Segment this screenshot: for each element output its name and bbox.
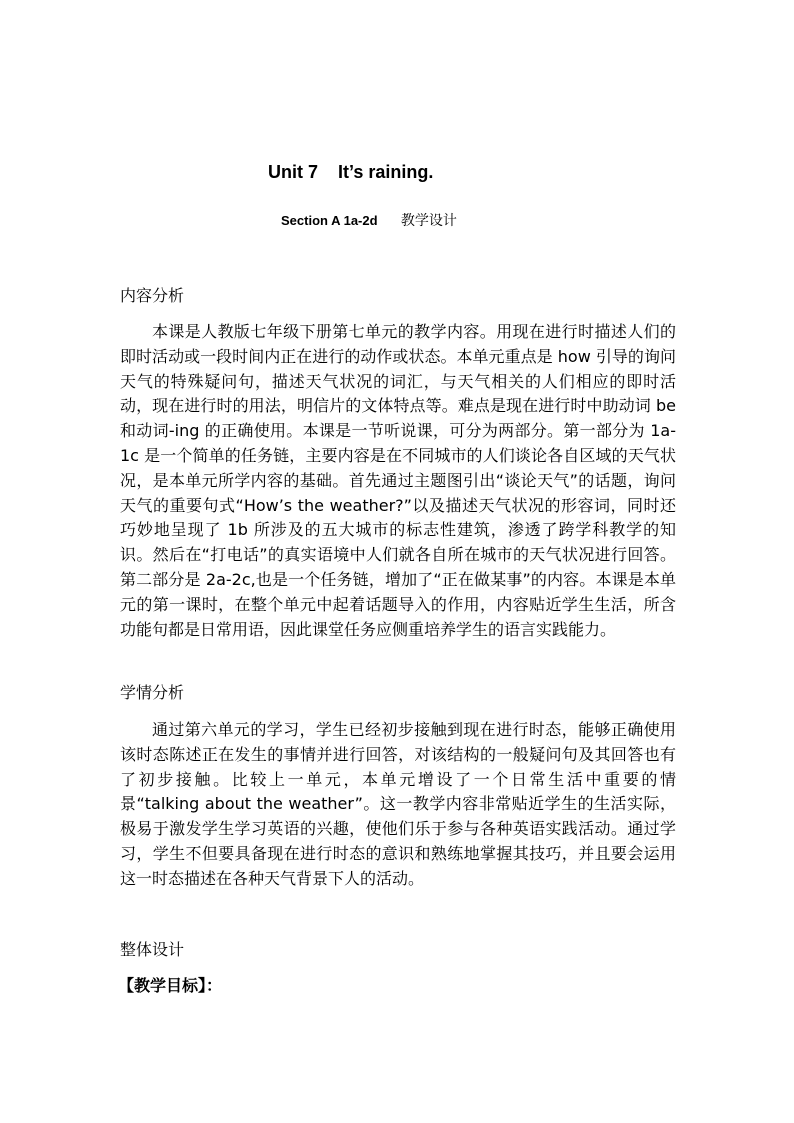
- learner-analysis-paragraph: 通过第六单元的学习，学生已经初步接触到现在进行时态，能够正确使用该时态陈述正在发生的事情并进行回答，对该结构的一般疑问句及其回答也有了初步接触。比较上一单元，本单元增设了一个日常生活中重要的情景“talking about the weather”。这一教学内容非常贴近学生的生活实际，极易于激发学生学习英语的兴趣，使他们乐于参与各种英语实践活动。通过学习，学生不但要具备现在进行时态的意识和熟练地掌握其技巧，并且要会运用这一时态描述在各种天气背景下人的活动。: [120, 720, 676, 888]
- overall-design-heading: 整体设计: [120, 942, 185, 959]
- learner-analysis-heading: 学情分析: [120, 685, 185, 702]
- document-subtitle: [281, 209, 457, 232]
- content-analysis-heading: 内容分析: [120, 288, 185, 305]
- teaching-design-label: 教学设计: [400, 212, 457, 228]
- document-title: Unit 7 It’s raining.: [268, 162, 434, 182]
- section-label: Section A 1a-2d: [281, 213, 378, 228]
- content-analysis-paragraph: 本课是人教版七年级下册第七单元的教学内容。用现在进行时描述人们的即时活动或一段时间内正在进行的动作或状态。本单元重点是 how 引导的询问天气的特殊疑问句，描述天气状况的词汇，与天气相关的人们相应的即时活动，现在进行时的用法，明信片的文体特点等。难点是现在进行时中助动词 be 和动词-ing 的正确使用。本课是一节听说课，可分为两部分。第一部分为 1a-1c 是一个简单的任务链，主要内容是在不同城市的人们谈论各自区域的天气状况，是本单元所学内容的基础。首先通过主题图引出“谈论天气”的话题，询问天气的重要句式“How’s the weather?”以及描述天气状况的形容词，同时还巧妙地呈现了 1b 所涉及的五大城市的标志性建筑，渗透了跨学科教学的知识。然后在“打电话”的真实语境中人们就各自所在城市的天气状况进行回答。第二部分是 2a-2c,也是一个任务链，增加了“正在做某事”的内容。本课是本单元的第一课时，在整个单元中起着话题导入的作用，内容贴近学生生活，所含功能句都是日常用语，因此课堂任务应侧重培养学生的语言实践能力。: [120, 322, 676, 639]
- teaching-objectives-heading: 【教学目标】：: [118, 978, 223, 995]
